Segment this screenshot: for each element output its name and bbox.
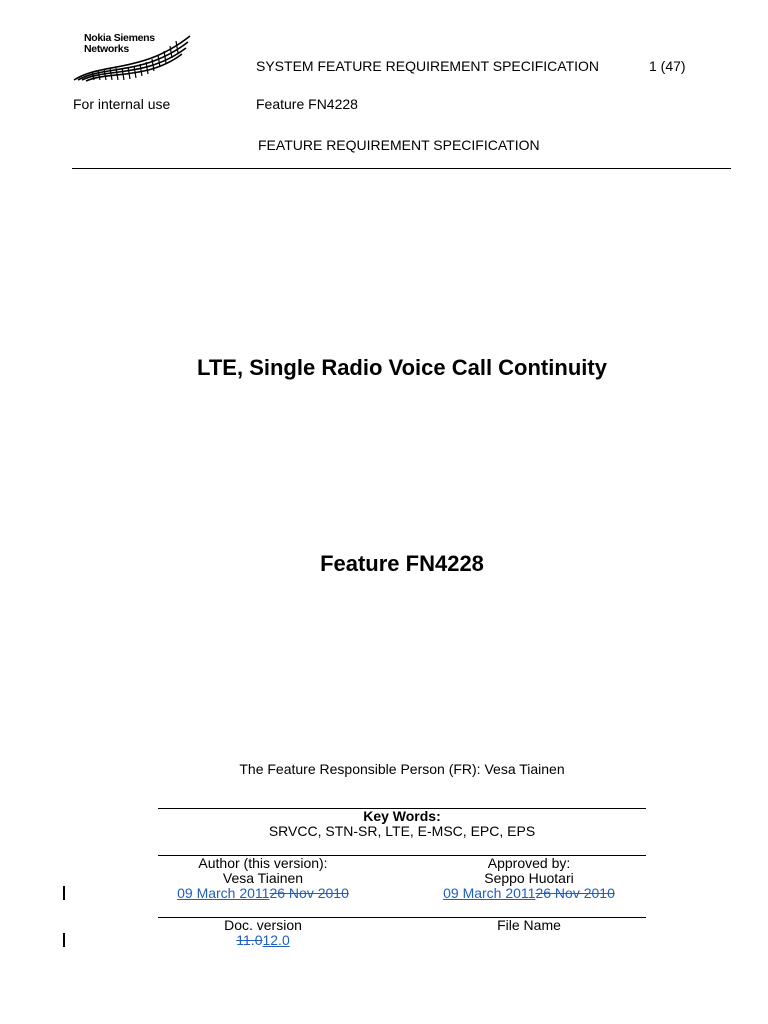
header-feature: Feature FN4228 bbox=[256, 96, 358, 112]
docversion-value bbox=[158, 933, 368, 948]
page-number: 1 (47) bbox=[649, 58, 686, 74]
logo-line1: Nokia Siemens bbox=[84, 32, 155, 44]
approved-label: Approved by: bbox=[487, 855, 571, 871]
responsible-person: The Feature Responsible Person (FR): Vesa Tiainen bbox=[239, 761, 565, 777]
keywords: SRVCC, STN-SR, LTE, E-MSC, EPC, EPS bbox=[268, 823, 536, 839]
classification: For internal use bbox=[73, 96, 171, 112]
approved-date-new: 09 March 2011 bbox=[443, 885, 536, 901]
approved-date-old: 26 Nov 2010 bbox=[535, 885, 615, 901]
approved-name: Seppo Huotari bbox=[484, 870, 574, 886]
feature-title: Feature FN4228 bbox=[320, 551, 484, 576]
author-date bbox=[158, 886, 368, 901]
header-divider bbox=[72, 168, 731, 169]
logo-line2: Networks bbox=[84, 43, 129, 55]
docversion-new: 12.0 bbox=[262, 932, 290, 948]
author-name: Vesa Tiainen bbox=[222, 870, 304, 886]
approved-date bbox=[424, 886, 634, 901]
author-label: Author (this version): bbox=[198, 855, 328, 871]
author-date-old: 26 Nov 2010 bbox=[269, 885, 349, 901]
keywords-label: Key Words: bbox=[363, 808, 441, 824]
change-bar bbox=[63, 933, 65, 947]
header-title: SYSTEM FEATURE REQUIREMENT SPECIFICATION bbox=[256, 58, 600, 74]
docversion-label: Doc. version bbox=[224, 917, 302, 933]
logo-text bbox=[84, 33, 155, 55]
change-bar bbox=[63, 886, 65, 900]
filename-label: File Name bbox=[497, 917, 561, 933]
header-subtitle: FEATURE REQUIREMENT SPECIFICATION bbox=[258, 137, 540, 153]
docversion-old: 11.0 bbox=[236, 932, 263, 948]
document-title: LTE, Single Radio Voice Call Continuity bbox=[197, 355, 607, 380]
author-date-new: 09 March 2011 bbox=[177, 885, 270, 901]
